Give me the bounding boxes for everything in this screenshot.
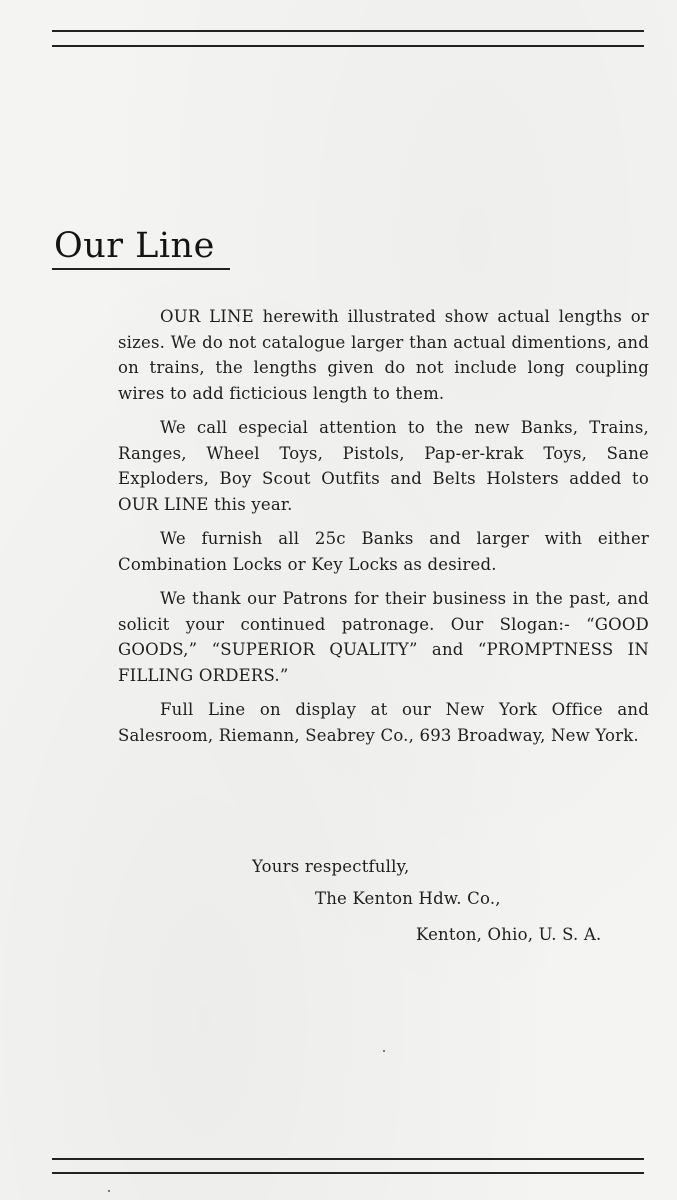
paragraph-new-york-office: Full Line on display at our New York Office and Salesroom, Riemann, Seabrey Co., 693 Broadway, New York.: [118, 700, 649, 745]
paragraph-actual-lengths: OUR LINE herewith illustrated show actual lengths or sizes. We do not catalogue larger than actual dimentions, and on trains, the lengths given do not include long coupling wires to add ficticious length to them.: [118, 307, 649, 403]
paragraph-new-items: We call especial attention to the new Banks, Trains, Ranges, Wheel Toys, Pistols, Pap-er-krak Toys, Sane Exploders, Boy Scout Outfits and Belts Holsters added to OUR LINE this year.: [118, 418, 649, 514]
page-heading: Our Line: [54, 226, 215, 266]
body-text: [118, 304, 649, 757]
paper-speck: [108, 1190, 110, 1192]
top-rule-thin: [52, 30, 644, 32]
closing-salutation: Yours respectfully,: [252, 857, 410, 876]
closing-location: Kenton, Ohio, U. S. A.: [416, 925, 602, 944]
paragraph-locks: We furnish all 25c Banks and larger with either Combination Locks or Key Locks as desired.: [118, 529, 649, 574]
paper-speck: [383, 1050, 385, 1052]
bottom-rule-thin: [52, 1172, 644, 1174]
heading-underline: [52, 268, 230, 270]
closing-company: The Kenton Hdw. Co.,: [315, 889, 501, 908]
top-rule-thick: [52, 45, 644, 47]
paragraph-patrons: We thank our Patrons for their business in the past, and solicit your continued patronage. Our Slogan:- “GOOD GOODS,” “SUPERIOR QUALITY” and “PROMPTNESS IN FILLING ORDERS.”: [118, 589, 649, 685]
bottom-rule-thick: [52, 1158, 644, 1160]
